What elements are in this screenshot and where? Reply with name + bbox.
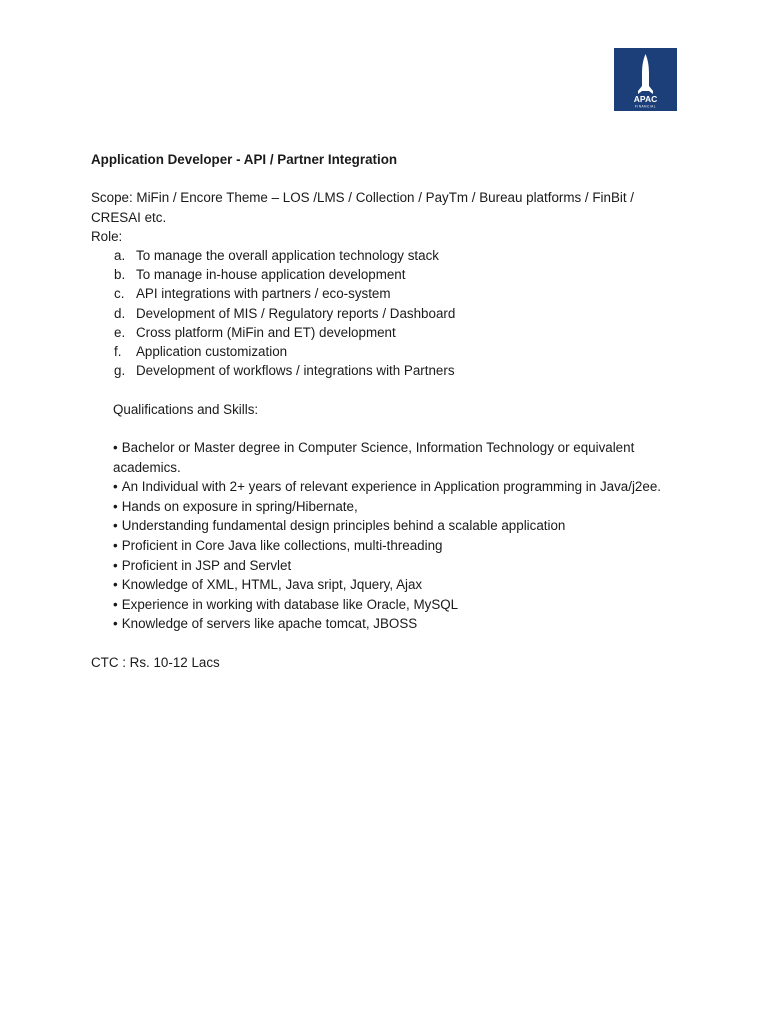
list-item-text: Development of workflows / integrations with Partners (136, 363, 455, 379)
list-item-text: Development of MIS / Regulatory reports / Dashboard (136, 305, 456, 321)
rocket-icon (614, 48, 677, 111)
bullet-icon: • (113, 440, 118, 455)
list-item-text: Hands on exposure in spring/Hibernate, (121, 498, 358, 514)
list-item-text: An Individual with 2+ years of relevant experience in Application programming in Java/j2ee. (121, 479, 661, 495)
list-item-text: Knowledge of XML, HTML, Java sript, Jquery, Ajax (121, 577, 423, 593)
logo-text: APAC (633, 94, 658, 104)
list-marker: c. (114, 286, 125, 302)
list-item (91, 342, 681, 361)
bullet-icon: • (113, 557, 118, 573)
list-marker: d. (114, 305, 126, 321)
list-item-text: Cross platform (MiFin and ET) development (136, 324, 396, 340)
list-item (91, 614, 683, 634)
bullet-icon: • (113, 596, 118, 612)
scope-text: Scope: MiFin / Encore Theme – LOS /LMS / Collection / PayTm / Bureau platforms / FinBit / CRESAI etc. (91, 190, 635, 225)
list-item (91, 265, 681, 284)
list-item-text: Bachelor or Master degree in Computer Science, Information Technology or equivalent academics. (113, 440, 635, 475)
job-title: Application Developer - API / Partner Integration (91, 152, 398, 167)
skills-list (91, 438, 681, 634)
list-item-text: Proficient in JSP and Servlet (121, 557, 292, 573)
list-item (91, 575, 683, 595)
role-label: Role: (91, 228, 123, 244)
list-item-text: To manage the overall application technology stack (136, 248, 439, 263)
bullet-icon: • (113, 577, 118, 593)
bullet-icon: • (113, 498, 118, 514)
list-item-text: Proficient in Core Java like collections, multi-threading (121, 537, 443, 553)
list-item-text: API integrations with partners / eco-system (136, 286, 391, 302)
role-list (91, 246, 681, 380)
list-item (91, 497, 683, 517)
list-item (91, 246, 681, 265)
ctc-text: CTC : Rs. 10-12 Lacs (91, 655, 220, 671)
bullet-icon: • (113, 616, 118, 632)
bullet-icon: • (113, 537, 118, 553)
list-item (91, 361, 681, 380)
qualifications-heading: Qualifications and Skills: (113, 401, 259, 417)
list-item-text: To manage in-house application development (136, 267, 406, 283)
list-item (91, 284, 681, 303)
list-item (91, 536, 683, 556)
list-marker: e. (114, 324, 126, 340)
list-item-text: Experience in working with database like Oracle, MySQL (121, 596, 459, 612)
list-marker: f. (114, 344, 122, 360)
logo-subtext: FINANCIAL (634, 104, 657, 109)
list-item (91, 556, 683, 576)
list-item (91, 438, 683, 477)
bullet-icon: • (113, 479, 118, 495)
job-description (91, 150, 681, 672)
list-item-text: Understanding fundamental design principles behind a scalable application (121, 518, 566, 534)
list-item (91, 595, 683, 615)
company-logo (614, 48, 677, 111)
list-item (91, 477, 683, 497)
list-item (91, 516, 683, 536)
bullet-icon: • (113, 518, 118, 534)
list-marker: g. (114, 363, 126, 379)
list-marker: a. (114, 248, 126, 263)
list-item (91, 304, 681, 323)
list-item (91, 323, 681, 342)
list-marker: b. (114, 267, 126, 283)
list-item-text: Knowledge of servers like apache tomcat, JBOSS (121, 616, 418, 632)
list-item-text: Application customization (136, 344, 288, 360)
